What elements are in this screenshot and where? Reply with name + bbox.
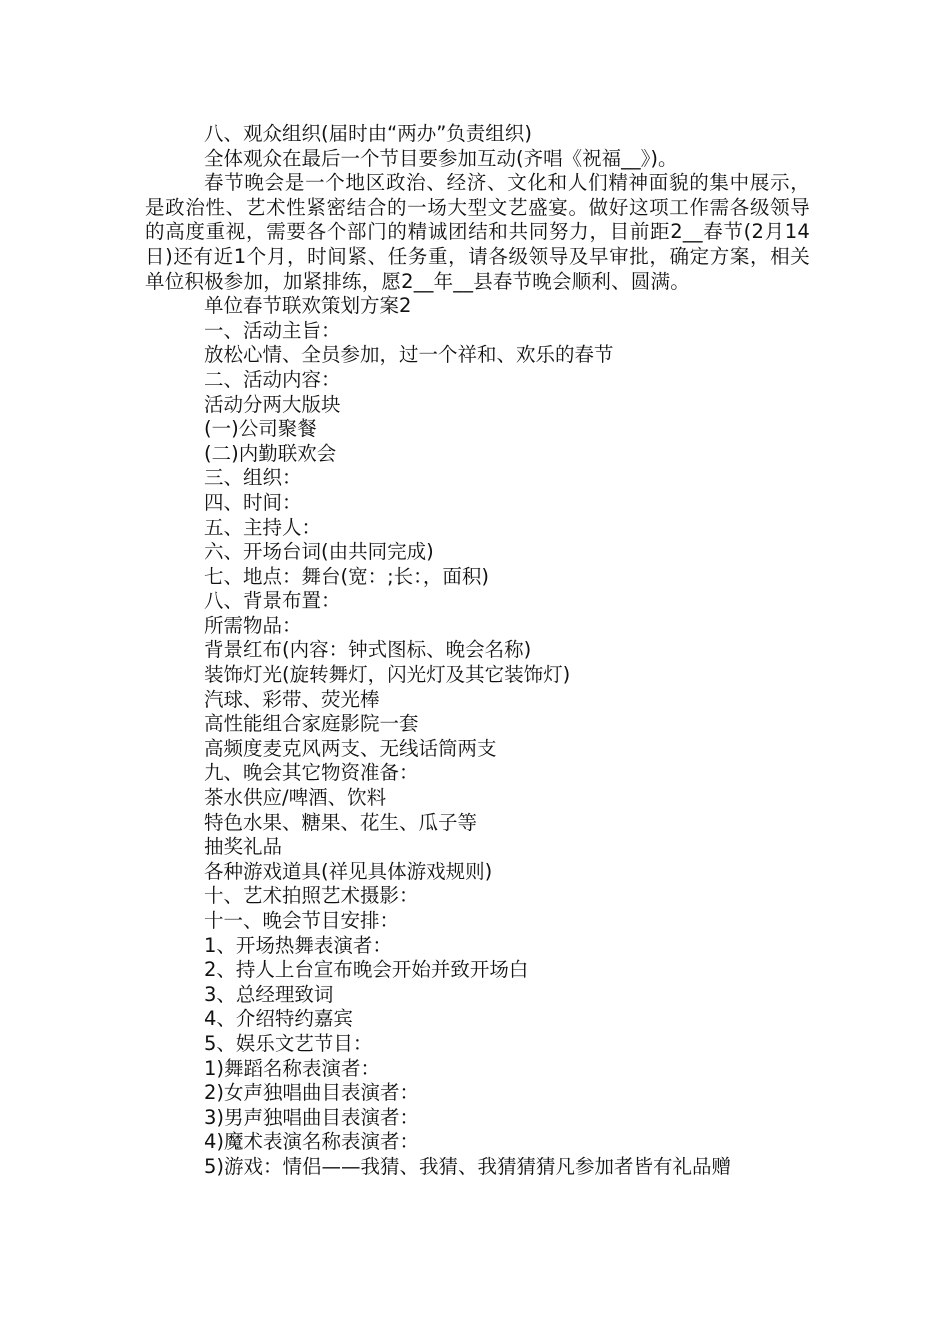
text-line: (一)公司聚餐 <box>204 417 317 441</box>
text-line: 1、开场热舞表演者： <box>204 933 392 957</box>
text-line: 2)女声独唱曲目表演者： <box>204 1081 420 1105</box>
text-line: (二)内勤联欢会 <box>204 441 337 465</box>
text-line: 各种游戏道具(祥见具体游戏规则) <box>204 859 493 883</box>
text-line: 活动分两大版块 <box>204 392 341 416</box>
text-line: 三、组织： <box>204 466 302 490</box>
text-line: 高性能组合家庭影院一套 <box>204 712 419 736</box>
text-line: 九、晚会其它物资准备： <box>204 761 419 785</box>
text-line: 放松心情、全员参加，过一个祥和、欢乐的春节 <box>204 343 614 367</box>
text-line: 4、介绍特约嘉宾 <box>204 1007 353 1031</box>
text-line: 高频度麦克风两支、无线话筒两支 <box>204 736 497 760</box>
text-line-audience-organization: 八、观众组织(届时由“两办”负责组织) <box>204 122 532 145</box>
text-line: 背景红布(内容：钟式图标、晚会名称) <box>204 638 532 662</box>
text-line: 所需物品： <box>204 613 302 637</box>
text-line-audience-interaction: 全体观众在最后一个节目要参加互动(齐唱《祝福__》)。 <box>204 146 678 170</box>
document-body <box>145 122 810 1180</box>
text-line: 一、活动主旨： <box>204 318 341 342</box>
text-line: 抽奖礼品 <box>204 835 283 859</box>
text-line: 装饰灯光(旋转舞灯，闪光灯及其它装饰灯) <box>204 663 571 687</box>
text-line: 五、主持人： <box>204 515 322 539</box>
text-line: 3)男声独唱曲目表演者： <box>204 1105 420 1129</box>
text-line: 十一、晚会节目安排： <box>204 909 400 932</box>
text-line: 2、持人上台宣布晚会开始并致开场白 <box>204 958 529 982</box>
text-line: 十、艺术拍照艺术摄影： <box>204 884 419 908</box>
text-line: 特色水果、糖果、花生、瓜子等 <box>204 810 478 834</box>
text-line: 八、背景布置： <box>204 589 341 613</box>
text-line: 3、总经理致词 <box>204 982 334 1006</box>
text-line: 七、地点：舞台(宽：;长：，面积) <box>204 564 490 588</box>
text-line: 汽球、彩带、荧光棒 <box>204 687 380 711</box>
text-line: 5、娱乐文艺节目： <box>204 1031 373 1055</box>
text-line: 4)魔术表演名称表演者： <box>204 1130 420 1154</box>
text-line: 二、活动内容： <box>204 367 341 391</box>
paragraph-gala-summary: 春节晚会是一个地区政治、经济、文化和人们精神面貌的集中展示，是政治性、艺术性紧密结合的一场大型文艺盛宴。做好这项工作需各级领导的高度重视，需要各个部门的精诚团结和共同努力，目前距2__春节(2月14日)还有近1个月，时间紧、任务重，请各级领导及早审批，确定方案，相关单位积极参加，加紧排练，愿2__年__县春节晚会顺利、圆满。 <box>145 171 810 293</box>
text-line: 1)舞蹈名称表演者： <box>204 1056 381 1080</box>
section-title: 单位春节联欢策划方案2 <box>204 294 412 318</box>
text-line: 四、时间： <box>204 490 302 514</box>
text-line: 茶水供应/啤酒、饮料 <box>204 786 387 810</box>
text-line: 5)游戏：情侣——我猜、我猜、我猜猜猜凡参加者皆有礼品赠 <box>204 1154 732 1178</box>
text-line: 六、开场台词(由共同完成) <box>204 540 434 564</box>
